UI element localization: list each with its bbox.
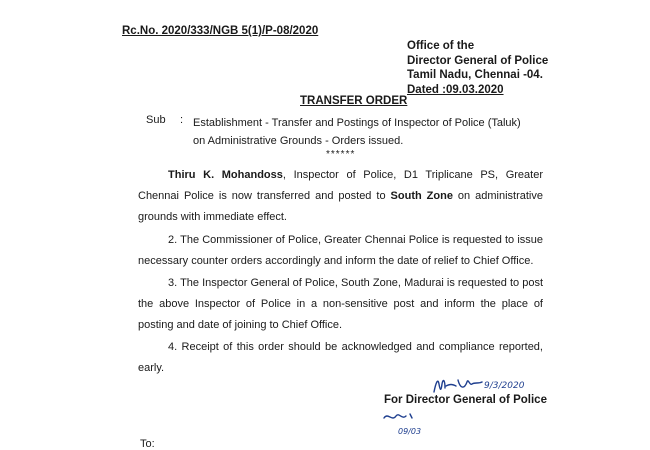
subject-line-2: on Administrative Grounds - Orders issued.	[193, 135, 404, 147]
paragraph-1-text-a: , Inspector of Police, D1 Triplicane PS, Greater Chennai Police is now transferred and posted to	[138, 169, 543, 202]
signatory: For Director General of Police	[384, 394, 547, 406]
signature-date: 9/3/2020	[484, 381, 525, 391]
reference-number: Rc.No. 2020/333/NGB 5(1)/P-08/2020	[122, 25, 319, 37]
paragraph-4: 4. Receipt of this order should be acknowledged and compliance reported, early.	[138, 341, 543, 374]
subject-line-1: Establishment - Transfer and Postings of Inspector of Police (Taluk)	[193, 117, 521, 129]
document-title: TRANSFER ORDER	[300, 95, 408, 107]
paragraph-1-text-b: on administrative grounds with immediate effect.	[138, 190, 543, 223]
initial-date: 09/03	[398, 427, 422, 436]
initial-stroke-1	[384, 415, 406, 418]
posting-zone: South Zone	[390, 190, 453, 202]
office-line-1: Office of the	[407, 40, 475, 52]
paragraph-2: 2. The Commissioner of Police, Greater Chennai Police is requested to issue necessary counter orders accordingly and inform the date of relief to Chief Office.	[138, 234, 543, 267]
signature-stroke-2	[446, 385, 456, 387]
signature-stroke-1	[434, 381, 445, 392]
paragraph-3: 3. The Inspector General of Police, South Zone, Madurai is requested to post the above Inspector of Police in a non-sensitive post and inform the place of posting and date of joining to Chief Office.	[138, 277, 543, 331]
subject-colon: :	[180, 114, 184, 126]
office-address	[407, 39, 548, 97]
signature-stroke-3	[458, 380, 482, 387]
initial-stroke-2	[410, 414, 412, 418]
to-label: To:	[140, 438, 155, 450]
paragraph-1	[138, 165, 543, 228]
officer-name: Thiru K. Mohandoss	[168, 169, 283, 181]
subject-label: Sub	[146, 114, 166, 126]
subject-text	[193, 114, 521, 150]
office-line-2: Director General of Police	[407, 54, 549, 67]
office-line-3: Tamil Nadu, Chennai -04.	[407, 69, 543, 81]
dated-label: Dated :	[407, 83, 446, 96]
dated-value: 09.03.2020	[445, 83, 504, 96]
separator-stars: ******	[326, 149, 356, 160]
order-date	[407, 83, 548, 98]
